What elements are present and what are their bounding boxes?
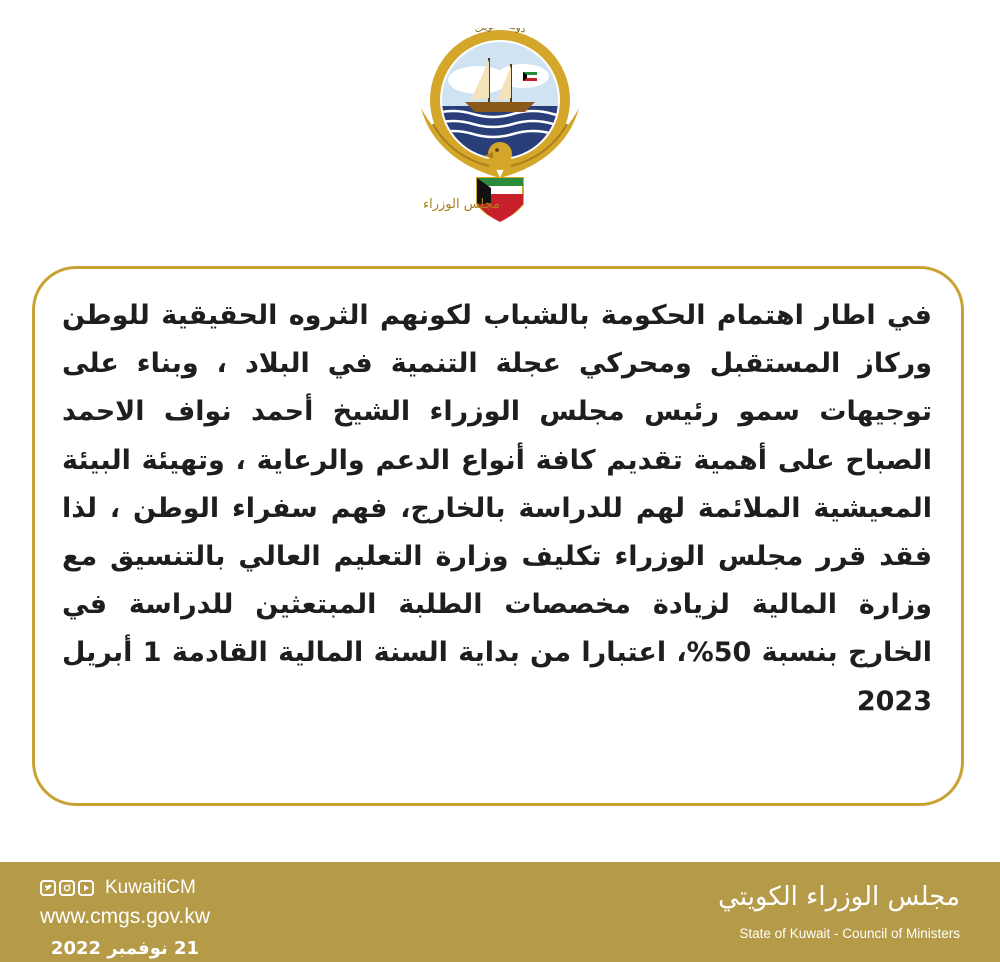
- state-emblem: [393, 28, 607, 242]
- twitter-icon[interactable]: [40, 880, 56, 896]
- emblem-side-label: مجلس الوزراء: [423, 197, 500, 212]
- statement-text: في اطار اهتمام الحكومة بالشباب لكونهم الثروه الحقيقية للوطن وركاز المستقبل ومحركي عجلة التنمية في البلاد ، وبناء على توجيهات سمو رئيس مجلس الوزراء الشيخ أحمد نواف الاحمد الصباح على أهمية تقديم كافة أنواع الدعم والرعاية ، وتهيئة البيئة المعيشية الملائمة لهم للدراسة بالخارج، فهم سفراء الوطن ، لذا فقد قرر مجلس الوزراء تكليف وزارة التعليم العالي بالتنسيق مع وزارة المالية لزيادة مخصصات الطلبة المبتعثين للدراسة في الخارج بنسبة 50%، اعتبارا من بداية السنة المالية القادمة 1 أبريل 2023: [62, 300, 932, 717]
- footer-bar: [0, 862, 1000, 962]
- footer-contact: [40, 876, 270, 959]
- publish-date: 21 نوفمبر 2022: [50, 938, 200, 959]
- youtube-icon[interactable]: [78, 880, 94, 896]
- footer-org: [718, 880, 960, 941]
- emblem-top-label: دو ت: [473, 28, 528, 36]
- website-link[interactable]: www.cmgs.gov.kw: [40, 905, 210, 928]
- org-name-arabic: مجلس الوزراء الكويتي: [718, 882, 960, 912]
- social-handle[interactable]: KuwaitiCM: [105, 877, 196, 898]
- instagram-icon[interactable]: [59, 880, 75, 896]
- org-name-english: State of Kuwait - Council of Ministers: [739, 926, 960, 941]
- social-row: [40, 876, 270, 900]
